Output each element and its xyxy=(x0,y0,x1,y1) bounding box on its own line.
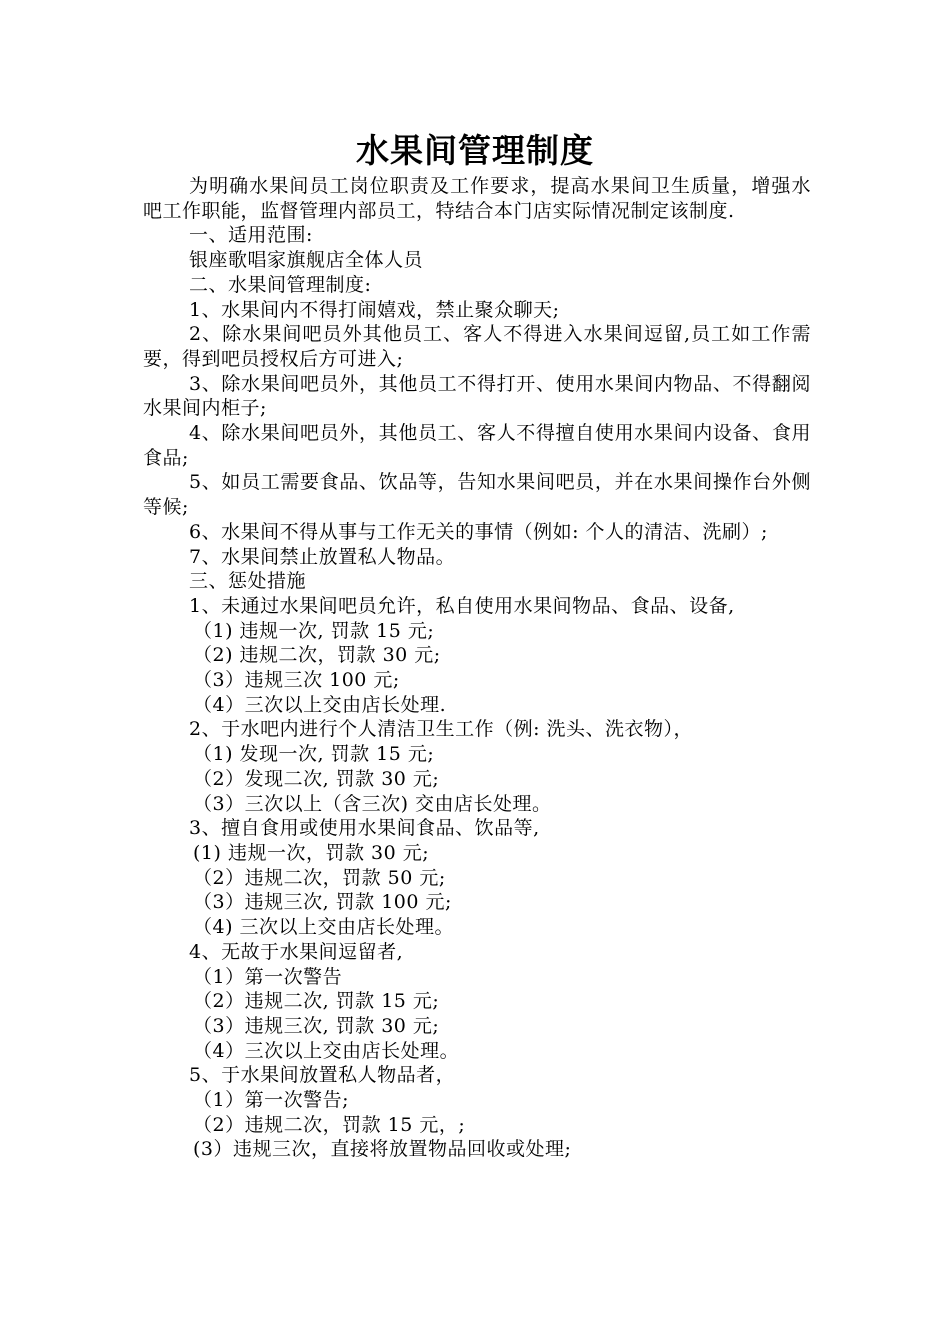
penalty-sub-item: （3）违规三次, 罚款 100 元; xyxy=(193,891,452,914)
document-title: 水果间管理制度 xyxy=(356,131,594,170)
penalty-sub-item: （4) 三次以上交由店长处理。 xyxy=(193,916,455,939)
rule-item: 2、除水果间吧员外其他员工、客人不得进入水果间逗留,员工如工作需要，得到吧员授权后方可进入; xyxy=(143,323,811,370)
penalty-sub-item: （2）违规二次，罚款 50 元; xyxy=(193,866,446,889)
penalty-sub-item: （2）违规二次，罚款 15 元，; xyxy=(193,1113,466,1136)
penalty-sub-item: （2）违规二次, 罚款 15 元; xyxy=(193,990,440,1013)
penalty-sub-item: （1）第一次警告 xyxy=(193,965,343,988)
document-body xyxy=(143,174,811,1162)
rule-item: 4、除水果间吧员外，其他员工、客人不得擅自使用水果间内设备、食用食品; xyxy=(143,422,811,469)
section-heading-scope: 一、适用范围: xyxy=(189,224,313,247)
penalty-sub-item: (1) 违规一次，罚款 30 元; xyxy=(193,841,430,864)
section-heading-rules: 二、水果间管理制度: xyxy=(189,273,372,296)
intro-paragraph: 为明确水果间员工岗位职责及工作要求，提高水果间卫生质量，增强水吧工作职能，监督管理内部员工，特结合本门店实际情况制定该制度. xyxy=(143,175,811,222)
rule-item: 6、水果间不得从事与工作无关的事情（例如: 个人的清洁、洗刷）; xyxy=(189,520,768,543)
rule-item: 3、除水果间吧员外，其他员工不得打开、使用水果间内物品、不得翻阅水果间内柜子; xyxy=(143,372,811,420)
penalty-sub-item: （1) 发现一次, 罚款 15 元; xyxy=(193,743,435,766)
penalty-sub-item: （2）发现二次, 罚款 30 元; xyxy=(193,767,440,790)
section-heading-penalties: 三、惩处措施 xyxy=(189,570,307,593)
rule-item: 7、水果间禁止放置私人物品。 xyxy=(189,545,456,568)
penalty-sub-item: （3）违规三次, 罚款 30 元; xyxy=(193,1014,440,1037)
penalty-sub-item: （2) 违规二次，罚款 30 元; xyxy=(193,644,441,667)
rule-item: 5、如员工需要食品、饮品等，告知水果间吧员，并在水果间操作台外侧等候; xyxy=(143,471,811,519)
penalty-item: 4、无故于水果间逗留者, xyxy=(189,940,404,963)
penalty-sub-item: （3）违规三次 100 元; xyxy=(193,669,400,692)
penalty-sub-item: （4）三次以上交由店长处理. xyxy=(193,693,447,716)
penalty-item: 3、擅自食用或使用水果间食品、饮品等, xyxy=(189,817,540,840)
scope-content: 银座歌唱家旗舰店全体人员 xyxy=(189,249,424,272)
penalty-sub-item: （3）三次以上（含三次) 交由店长处理。 xyxy=(193,792,552,815)
penalty-sub-item: (3）违规三次，直接将放置物品回收或处理; xyxy=(193,1138,572,1161)
penalty-item: 5、于水果间放置私人物品者， xyxy=(189,1064,456,1087)
penalty-item: 2、于水吧内进行个人清洁卫生工作（例: 洗头、洗衣物）， xyxy=(189,718,694,741)
penalty-item: 1、未通过水果间吧员允许，私自使用水果间物品、食品、设备, xyxy=(189,594,735,617)
penalty-sub-item: （4）三次以上交由店长处理。 xyxy=(193,1039,460,1062)
penalty-sub-item: （1）第一次警告; xyxy=(193,1089,349,1112)
rule-item: 1、水果间内不得打闹嬉戏，禁止聚众聊天; xyxy=(189,298,560,321)
penalty-sub-item: （1) 违规一次, 罚款 15 元; xyxy=(193,619,435,642)
